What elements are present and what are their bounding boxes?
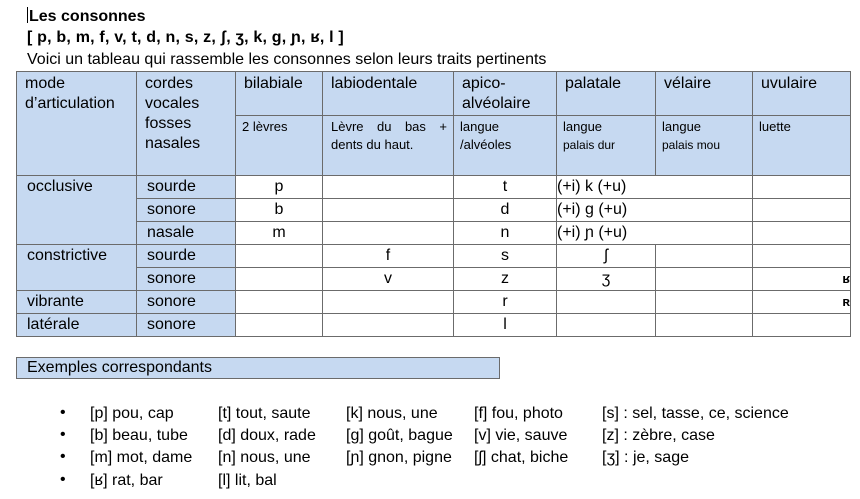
bullet-icon: • <box>60 448 66 465</box>
cell-empty <box>656 245 753 268</box>
voicing-sourde: sourde <box>137 176 236 199</box>
bullet-icon: • <box>60 426 66 443</box>
example-item: [p] pou, cap <box>90 405 174 422</box>
mode-constrictive: constrictive <box>17 245 137 291</box>
example-item: [n] nous, une <box>218 449 311 466</box>
example-item: [v] vie, sauve <box>474 427 568 444</box>
cell-zh: ʒ <box>557 268 656 291</box>
example-item: [f] fou, photo <box>474 405 563 422</box>
desc-velaire: langue palais mou <box>656 116 753 176</box>
table-row <box>17 199 851 222</box>
cell-r: r <box>454 291 557 314</box>
cell-n: n <box>454 222 557 245</box>
example-item: [ɲ] gnon, pigne <box>346 449 452 466</box>
cell-v: v <box>323 268 454 291</box>
heading-text: Les consonnes <box>29 8 146 25</box>
phoneme-list: [ p, b, m, f, v, t, d, n, s, z, ʃ, ʒ, k, g, ɲ, ʁ, l ] <box>27 29 344 46</box>
table-row <box>17 291 851 314</box>
desc-palatale: langue palais dur <box>557 116 656 176</box>
header-apico-alveolaire: apico- alvéolaire <box>454 72 557 116</box>
example-item: [l] lit, bal <box>218 472 277 489</box>
cell-empty <box>236 268 323 291</box>
bullet-icon: • <box>60 404 66 421</box>
table-row <box>17 268 851 291</box>
examples-heading: Exemples correspondants <box>16 357 500 379</box>
voicing-sonore: sonore <box>137 314 236 337</box>
cell-empty <box>753 176 851 199</box>
cell-empty <box>753 314 851 337</box>
text-cursor <box>27 7 28 23</box>
mode-laterale: latérale <box>17 314 137 337</box>
header-mode: mode d’articulation <box>17 72 137 176</box>
cell-empty <box>557 314 656 337</box>
example-item: [t] tout, saute <box>218 405 311 422</box>
desc-uvulaire: luette <box>753 116 851 176</box>
header-labiodentale: labiodentale <box>323 72 454 116</box>
example-item: [k] nous, une <box>346 405 438 422</box>
consonant-table <box>16 71 851 337</box>
table-row <box>17 176 851 199</box>
mode-occlusive: occlusive <box>17 176 137 245</box>
header-bilabiale: bilabiale <box>236 72 323 116</box>
bullet-icon: • <box>60 471 66 488</box>
cell-empty <box>753 199 851 222</box>
desc-bilabiale: 2 lèvres <box>236 116 323 176</box>
cell-d: d <box>454 199 557 222</box>
cell-empty <box>323 176 454 199</box>
cell-z: z <box>454 268 557 291</box>
cell-sh: ʃ <box>557 245 656 268</box>
cell-gn: (+i) ɲ (+u) <box>557 222 753 245</box>
cell-m: m <box>236 222 323 245</box>
table-row <box>17 222 851 245</box>
cell-t: t <box>454 176 557 199</box>
header-palatale: palatale <box>557 72 656 116</box>
example-item: [d] doux, rade <box>218 427 316 444</box>
cell-empty <box>323 314 454 337</box>
table-row <box>17 245 851 268</box>
voicing-sonore: sonore <box>137 268 236 291</box>
cell-empty <box>236 314 323 337</box>
example-item: [ʁ] rat, bar <box>90 472 163 489</box>
desc-labiodentale: Lèvre du bas + dents du haut. <box>323 116 454 176</box>
example-item: [b] beau, tube <box>90 427 188 444</box>
page-heading <box>27 7 145 26</box>
cell-empty <box>753 245 851 268</box>
cell-uvular-fric: ʁ <box>753 268 851 291</box>
cell-uvular-trill: ʀ <box>753 291 851 314</box>
cell-empty <box>656 314 753 337</box>
voicing-nasale: nasale <box>137 222 236 245</box>
cell-b: b <box>236 199 323 222</box>
cell-empty <box>656 268 753 291</box>
header-uvulaire: uvulaire <box>753 72 851 116</box>
example-item: [g] goût, bague <box>346 427 453 444</box>
cell-empty <box>236 245 323 268</box>
cell-l: l <box>454 314 557 337</box>
cell-empty <box>557 291 656 314</box>
cell-k: (+i) k (+u) <box>557 176 753 199</box>
example-item: [ʃ] chat, biche <box>474 449 569 466</box>
voicing-sonore: sonore <box>137 291 236 314</box>
cell-p: p <box>236 176 323 199</box>
cell-empty <box>323 291 454 314</box>
header-cordes: cordes vocales fosses nasales <box>137 72 236 176</box>
table-row <box>17 314 851 337</box>
example-item: [z] : zèbre, case <box>602 427 715 444</box>
cell-empty <box>753 222 851 245</box>
cell-g: (+i) g (+u) <box>557 199 753 222</box>
intro-text: Voici un tableau qui rassemble les consonnes selon leurs traits pertinents <box>27 51 547 68</box>
cell-s: s <box>454 245 557 268</box>
cell-empty <box>323 222 454 245</box>
cell-f: f <box>323 245 454 268</box>
voicing-sonore: sonore <box>137 199 236 222</box>
header-velaire: vélaire <box>656 72 753 116</box>
desc-apico: langue /alvéoles <box>454 116 557 176</box>
voicing-sourde: sourde <box>137 245 236 268</box>
example-item: [m] mot, dame <box>90 449 193 466</box>
mode-vibrante: vibrante <box>17 291 137 314</box>
cell-empty <box>323 199 454 222</box>
example-item: [s] : sel, tasse, ce, science <box>602 405 789 422</box>
example-item: [ʒ] : je, sage <box>602 449 689 466</box>
cell-empty <box>656 291 753 314</box>
cell-empty <box>236 291 323 314</box>
